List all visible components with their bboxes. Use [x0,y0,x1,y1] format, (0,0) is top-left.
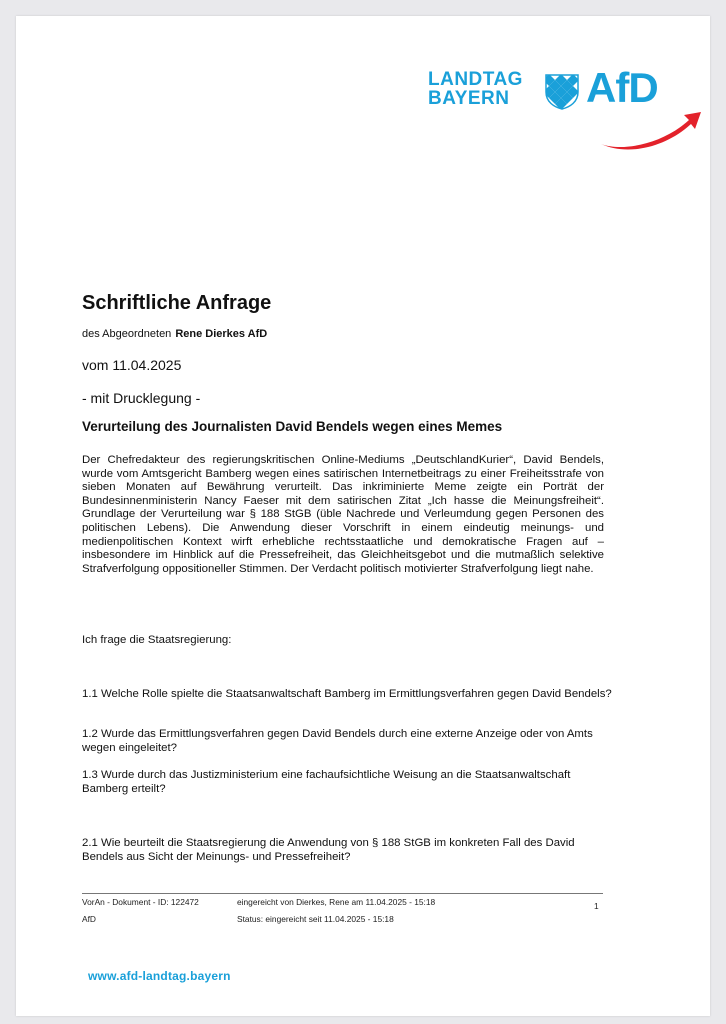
red-swoosh-arrow-icon [593,104,703,154]
footer-document-id: VorAn - Dokument - ID: 122472 [82,897,199,907]
website-link[interactable]: www.afd-landtag.bayern [88,969,231,983]
print-note: - mit Drucklegung - [82,390,201,406]
preamble-paragraph: Der Chefredakteur des regierungskritischen Online-Mediums „DeutschlandKurier“, David Bendels, wurde vom Amtsgericht Bamberg wegen eines satirischen Internetbeitrags zu einer Freiheitsstrafe von sieben Monaten auf Bewährung verurteilt. Das inkriminierte Meme zeigte ein Porträt der Bundesinnenministerin Nancy Faeser mit dem satirischen Zitat „Ich hasse die Meinungsfreiheit“. Grundlage der Verurteilung war § 188 StGB (üble Nachrede und Verleumdung gegen Personen des politischen Lebens). Die Anwendung dieser Vorschrift in einem eindeutig meinungs- und medienpolitischen Kontext wirft erhebliche rechtsstaatliche und demokratische Fragen auf – insbesondere im Hinblick auf die Pressefreiheit, das Gleichheitsgebot und die mutmaßlich selektive Strafverfolgung oppositioneller Stimmen. Der Verdacht politisch motivierter Strafverfolgung liegt nahe. [82,454,604,575]
author-name: Rene Dierkes AfD [175,328,268,340]
logo-line-1: LANDTAG [428,69,523,90]
author-prefix: des Abgeordneten [82,328,172,340]
document-page [16,16,710,1016]
footer-party: AfD [82,914,96,924]
footer-submitted: eingereicht von Dierkes, Rene am 11.04.2025 - 15:18 [237,897,436,907]
document-subject: Verurteilung des Journalisten David Bendels wegen eines Memes [82,419,503,434]
logo-brand: AfD [586,64,658,111]
document-title: Schriftliche Anfrage [82,292,272,314]
question-intro: Ich frage die Staatsregierung: [82,634,232,646]
landtag-afd-logo [428,64,698,150]
footer-status: Status: eingereicht seit 11.04.2025 - 15:18 [237,914,394,924]
footer-divider [82,893,603,894]
author-line [82,328,267,340]
question-1-1: 1.1 Welche Rolle spielte die Staatsanwaltschaft Bamberg im Ermittlungsverfahren gegen David Bendels? [82,688,612,700]
question-1-2: 1.2 Wurde das Ermittlungsverfahren gegen David Bendels durch eine externe Anzeige oder von Amts wegen eingeleitet? [82,728,593,754]
document-date: vom 11.04.2025 [82,357,182,373]
logo-line-2: BAYERN [428,88,510,109]
question-2-1: 2.1 Wie beurteilt die Staatsregierung die Anwendung von § 188 StGB im konkreten Fall des David Bendels aus Sicht der Meinungs- und Pressefreiheit? [82,837,575,863]
bavarian-lozenge-shield-icon [543,72,581,110]
logo-wordmark [428,70,523,108]
footer-page-number: 1 [594,901,599,911]
question-1-3: 1.3 Wurde durch das Justizministerium eine fachaufsichtliche Weisung an die Staatsanwaltschaft Bamberg erteilt? [82,769,571,795]
